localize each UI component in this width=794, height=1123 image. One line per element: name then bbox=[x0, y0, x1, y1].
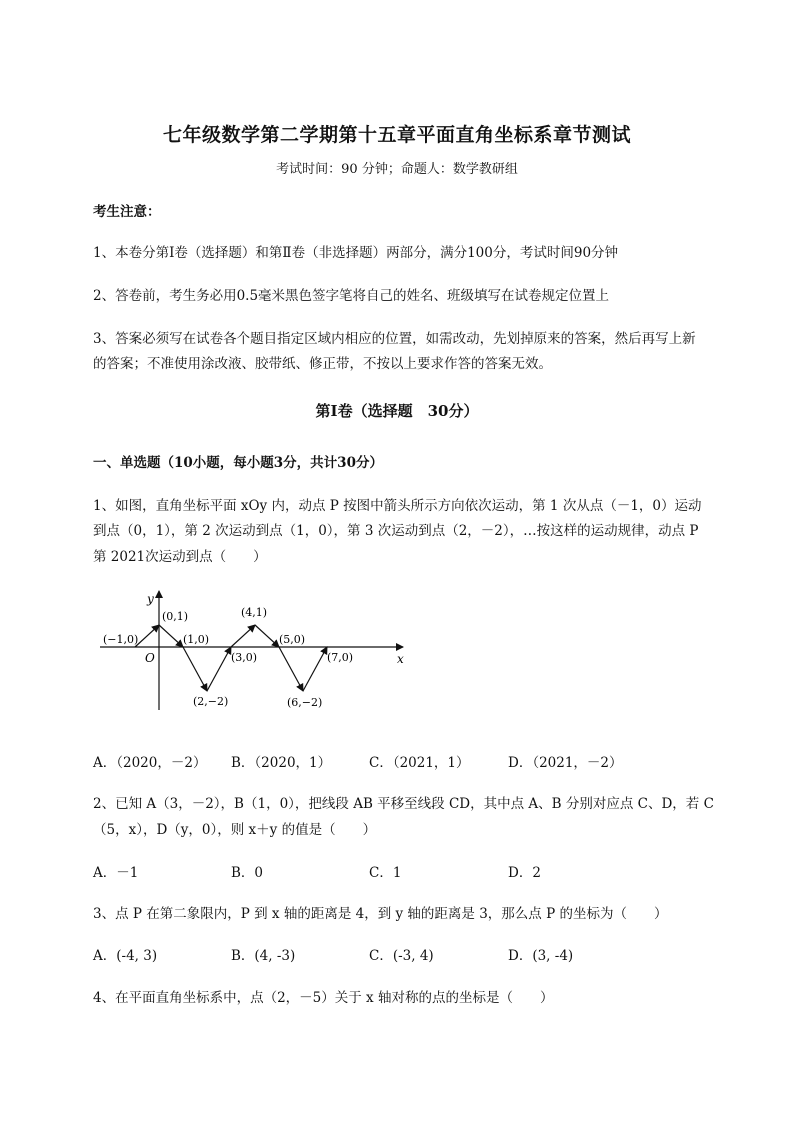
q3-option-d[interactable]: D．(3, -4) bbox=[508, 948, 574, 964]
origin-label: O bbox=[145, 651, 155, 665]
q1-option-a[interactable]: A．（2020，－2） bbox=[93, 755, 207, 771]
q3-line-1: 3、点 P 在第二象限内，P 到 x 轴的距离是 4，到 y 轴的距离是 3，那么点 P 的坐标为（ ） bbox=[93, 906, 668, 922]
notice-item-1: 1、本卷分第Ⅰ卷（选择题）和第Ⅱ卷（非选择题）两部分，满分100分，考试时间90分钟 bbox=[93, 245, 619, 261]
y-axis-label: y bbox=[147, 592, 154, 606]
exam-info: 考试时间：90 分钟；命题人：数学教研组 bbox=[276, 162, 518, 177]
point-label-2: (0,1) bbox=[162, 610, 189, 623]
q3-option-a[interactable]: A．(-4, 3) bbox=[93, 948, 158, 964]
path-segment-4 bbox=[207, 647, 231, 691]
q1-option-b[interactable]: B．（2020，1） bbox=[231, 755, 332, 771]
point-label-3: (1,0) bbox=[183, 633, 210, 646]
q1-line-2: 到点（0，1），第 2 次运动到点（1，0），第 3 次运动到点（2，－2），…按这样的运动规律，动点 P bbox=[93, 523, 699, 539]
point-label-5: (3,0) bbox=[231, 651, 258, 664]
point-label-7: (5,0) bbox=[279, 633, 306, 646]
q1-option-d[interactable]: D．（2021，－2） bbox=[508, 755, 623, 771]
q3-option-b[interactable]: B．(4, -3) bbox=[231, 948, 296, 964]
q2-option-a[interactable]: A．－1 bbox=[93, 865, 139, 881]
point-label-1: (−1,0) bbox=[103, 633, 139, 646]
notice-item-2: 2、答卷前，考生务必用0.5毫米黑色签字笔将自己的姓名、班级填写在试卷规定位置上 bbox=[93, 288, 610, 304]
q1-line-3: 第 2021次运动到点（ ） bbox=[93, 549, 267, 565]
path-segment-5 bbox=[231, 625, 255, 647]
q3-option-c[interactable]: C．(-3, 4) bbox=[369, 948, 434, 964]
q2-option-b[interactable]: B．0 bbox=[231, 865, 264, 881]
point-label-4: (2,−2) bbox=[193, 695, 229, 708]
x-axis-label: x bbox=[397, 652, 404, 666]
page-title: 七年级数学第二学期第十五章平面直角坐标系章节测试 bbox=[162, 124, 631, 146]
q2-option-d[interactable]: D．2 bbox=[508, 865, 541, 881]
path-segment-3 bbox=[183, 647, 207, 691]
path-segment-7 bbox=[279, 647, 303, 691]
q4-line-1: 4、在平面直角坐标系中，点（2，－5）关于 x 轴对称的点的坐标是（ ） bbox=[93, 990, 554, 1006]
q1-option-c[interactable]: C．（2021，1） bbox=[369, 755, 470, 771]
path-segment-8 bbox=[303, 647, 327, 691]
coordinate-figure bbox=[95, 585, 415, 715]
q2-line-1: 2、已知 A（3，－2），B（1，0），把线段 AB 平移至线段 CD，其中点 A、B 分别对应点 C、D，若 C bbox=[93, 796, 714, 812]
part-title: 一、单选题（10小题，每小题3分，共计30分） bbox=[93, 455, 383, 471]
notice-item-3-cont: 的答案；不准使用涂改液、胶带纸、修正带，不按以上要求作答的答案无效。 bbox=[93, 356, 552, 372]
path-segment-1 bbox=[135, 625, 159, 647]
section-title: 第Ⅰ卷（选择题 30分） bbox=[315, 402, 479, 420]
q1-line-1: 1、如图，直角坐标平面 xOy 内，动点 P 按图中箭头所示方向依次运动，第 1 次从点（－1，0）运动 bbox=[93, 498, 702, 514]
notice-heading: 考生注意： bbox=[93, 204, 161, 220]
path-segment-6 bbox=[255, 625, 279, 647]
q2-line-2: （5，x），D（y，0），则 x＋y 的值是（ ） bbox=[93, 822, 377, 838]
point-label-8: (6,−2) bbox=[287, 696, 323, 709]
point-label-9: (7,0) bbox=[327, 651, 354, 664]
path-segment-2 bbox=[159, 625, 183, 647]
q2-option-c[interactable]: C．1 bbox=[369, 865, 402, 881]
notice-item-3: 3、答案必须写在试卷各个题目指定区域内相应的位置，如需改动，先划掉原来的答案，然后再写上新 bbox=[93, 331, 696, 347]
point-label-6: (4,1) bbox=[241, 606, 268, 619]
